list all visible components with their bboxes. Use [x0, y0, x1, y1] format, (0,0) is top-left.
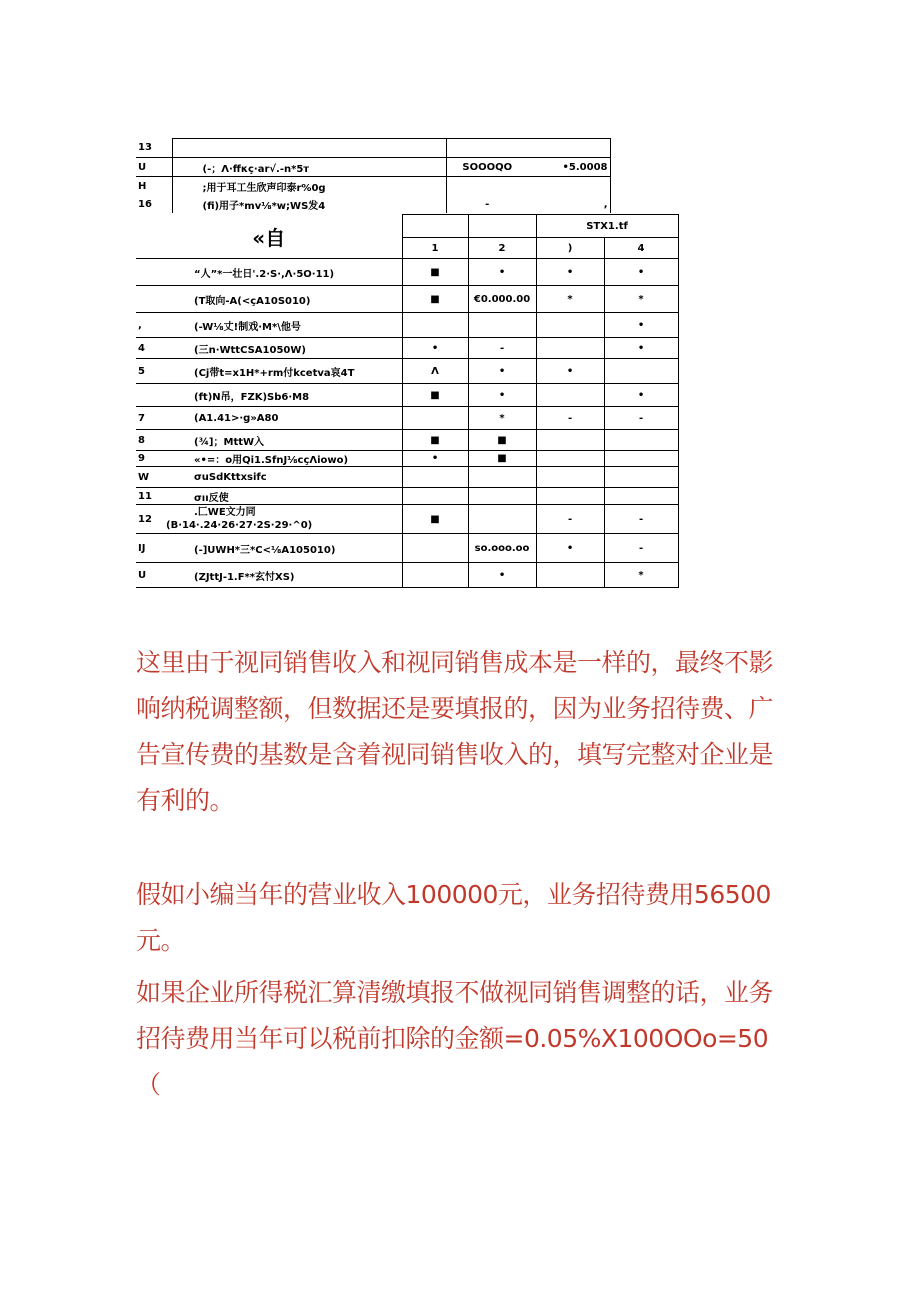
- table-cell: so.ooo.oo: [468, 534, 536, 563]
- table-cell: [536, 338, 604, 359]
- row-value: •5.0008: [528, 158, 610, 177]
- table-cell: •: [468, 359, 536, 384]
- paragraph-calculation: 如果企业所得税汇算清缴填报不做视同销售调整的话，业务招待费用当年可以税前扣除的金额=0.05%X100OOo=50（: [136, 978, 774, 1099]
- table-row: [136, 259, 678, 286]
- row-number: 7: [136, 407, 164, 430]
- table-row: [136, 384, 678, 407]
- table-row: [136, 158, 610, 177]
- table-row: [136, 467, 678, 488]
- table-cell: •: [536, 534, 604, 563]
- row-label: (三n·WttCSA1050W): [164, 338, 402, 359]
- table-cell: •: [402, 338, 468, 359]
- col-label: ): [536, 238, 604, 259]
- table-cell: *: [536, 286, 604, 313]
- row-label: (-W⅛丈!制戏·M*\他号: [164, 313, 402, 338]
- row-label-line: .匚WE文力同: [194, 507, 256, 518]
- table-cell: •: [468, 259, 536, 286]
- table-cell: •: [604, 259, 678, 286]
- table-cell: ■: [468, 451, 536, 467]
- row-label: σıı反使: [164, 488, 402, 505]
- row-label: (-]UWH*三*C<⅛A105010): [164, 534, 402, 563]
- col-label: 4: [604, 238, 678, 259]
- table-row: [136, 313, 678, 338]
- table-row: [136, 407, 678, 430]
- table-cell: ■: [468, 430, 536, 451]
- row-number: ,: [136, 313, 164, 338]
- row-number: [136, 259, 164, 286]
- table-row: [136, 505, 678, 534]
- table-cell: -: [604, 407, 678, 430]
- table-row: [136, 534, 678, 563]
- table-cell: [536, 451, 604, 467]
- table-cell: [468, 467, 536, 488]
- table-cell: •: [402, 451, 468, 467]
- table-row: [136, 177, 610, 196]
- top-table: [136, 138, 611, 213]
- table-cell: €0.000.00: [468, 286, 536, 313]
- table-cell: [604, 467, 678, 488]
- table-cell: ■: [402, 259, 468, 286]
- row-number: 9: [136, 451, 164, 467]
- row-label: [172, 139, 446, 158]
- row-label: “人”*一壮日'.2·S·,Λ·5O·11): [164, 259, 402, 286]
- table-cell: [402, 488, 468, 505]
- row-label: σuSdKttxsifc: [164, 467, 402, 488]
- table-cell: ■: [402, 430, 468, 451]
- row-number: [136, 286, 164, 313]
- row-number: 4: [136, 338, 164, 359]
- table-cell: [402, 313, 468, 338]
- table-cell: [402, 563, 468, 588]
- paragraph-example: 假如小编当年的营业收入100000元，业务招待费用56500元。: [136, 880, 771, 955]
- row-number: H: [136, 177, 172, 196]
- table-cell: *: [604, 563, 678, 588]
- row-number: 16: [136, 195, 172, 213]
- row-label: (ft)N吊，FZK)Sb6·M8: [164, 384, 402, 407]
- table-cell: [468, 313, 536, 338]
- table-cell: [604, 451, 678, 467]
- row-label: ;用于耳工生欣声印泰r%0g: [172, 177, 446, 196]
- table-cell: •: [536, 259, 604, 286]
- table-cell: [604, 359, 678, 384]
- row-label: (fi)用子*mv⅛*w;WS发4: [172, 195, 446, 213]
- table-cell: ■: [402, 384, 468, 407]
- row-value: -: [446, 195, 528, 213]
- row-number: IJ: [136, 534, 164, 563]
- table-cell: -: [468, 338, 536, 359]
- table-cell: -: [536, 407, 604, 430]
- table-body: [136, 259, 678, 588]
- row-value: [446, 139, 610, 158]
- table-row: [136, 286, 678, 313]
- col-label: 2: [468, 238, 536, 259]
- row-number: 12: [136, 505, 164, 534]
- row-number: 11: [136, 488, 164, 505]
- table-cell: *: [468, 407, 536, 430]
- table-cell: •: [604, 313, 678, 338]
- table-row: [136, 359, 678, 384]
- row-number: 5: [136, 359, 164, 384]
- table-row: [136, 451, 678, 467]
- table-cell: [402, 534, 468, 563]
- row-number: 8: [136, 430, 164, 451]
- row-label: (-；Λ·ffκç·ar√.-n*5т: [172, 158, 446, 177]
- table-cell: •: [468, 384, 536, 407]
- table-row: [136, 430, 678, 451]
- row-number: W: [136, 467, 164, 488]
- header-cell: [402, 215, 468, 238]
- table-cell: •: [536, 359, 604, 384]
- col-label: 1: [402, 238, 468, 259]
- row-number: U: [136, 563, 164, 588]
- table-cell: [536, 430, 604, 451]
- row-label-line: (B·14·.24·26·27·2S·29·^0): [166, 520, 313, 531]
- table-row: [136, 195, 610, 213]
- header-top-label: STX1.tf: [536, 215, 678, 238]
- table-cell: ■: [402, 286, 468, 313]
- row-label: (¾]；MttW入: [164, 430, 402, 451]
- row-number: 13: [136, 139, 172, 158]
- row-value: ,: [528, 195, 610, 213]
- table-cell: [536, 384, 604, 407]
- table-cell: [604, 430, 678, 451]
- header-row: [136, 215, 678, 238]
- table-cell: •: [468, 563, 536, 588]
- table-cell: ■: [402, 505, 468, 534]
- row-label: (A1.41>·g»A80: [164, 407, 402, 430]
- table-cell: -: [536, 505, 604, 534]
- row-label: (Cj带t=x1H*+rm付kcetva哀4T: [164, 359, 402, 384]
- row-label: (T取向-A(<çA10S010): [164, 286, 402, 313]
- row-number: [136, 384, 164, 407]
- table-cell: [402, 467, 468, 488]
- table-row: [136, 338, 678, 359]
- row-value: [446, 177, 610, 196]
- table-cell: [536, 313, 604, 338]
- paragraph-explanation: 这里由于视同销售收入和视同销售成本是一样的，最终不影响纳税调整额，但数据还是要填报的，因为业务招待费、广告宣传费的基数是含着视同销售收入的，填写完整对企业是有利的。: [136, 648, 774, 815]
- table-cell: [536, 488, 604, 505]
- table-row: [136, 488, 678, 505]
- table-cell: [402, 407, 468, 430]
- table-row: [136, 563, 678, 588]
- table-cell: -: [604, 505, 678, 534]
- table-cell: [536, 563, 604, 588]
- table-cell: [468, 505, 536, 534]
- table-row: [136, 139, 610, 158]
- table-cell: -: [604, 534, 678, 563]
- row-label: [164, 505, 402, 534]
- table-cell: [468, 488, 536, 505]
- row-number: U: [136, 158, 172, 177]
- row-value: SOOOQO: [446, 158, 528, 177]
- table-cell: *: [604, 286, 678, 313]
- table-cell: Λ: [402, 359, 468, 384]
- table-title: «自: [136, 215, 402, 259]
- table-cell: •: [604, 384, 678, 407]
- table-cell: [536, 467, 604, 488]
- header-cell: [468, 215, 536, 238]
- row-label: (ZJttJ-1.F**玄忖XS): [164, 563, 402, 588]
- row-label: «•=：o用Qi1.SfnJ⅛cçΛiowo): [164, 451, 402, 467]
- table-cell: •: [604, 338, 678, 359]
- table-cell: [604, 488, 678, 505]
- main-table: [136, 214, 679, 588]
